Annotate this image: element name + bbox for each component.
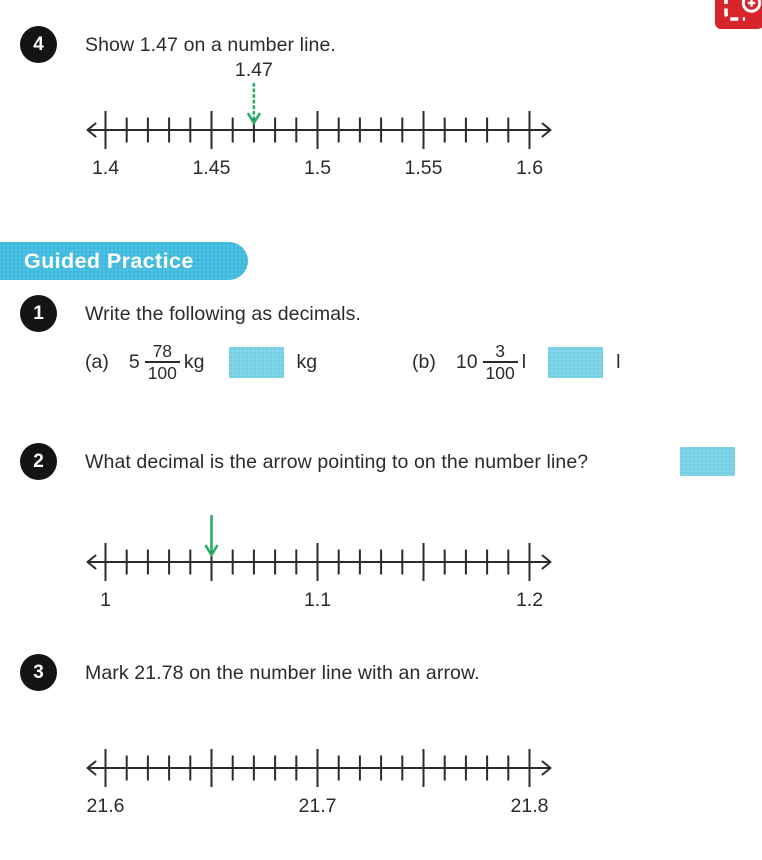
- part-b-label: (b): [412, 350, 436, 373]
- screenshot-zoom-button[interactable]: [715, 0, 762, 29]
- svg-text:1.4: 1.4: [91, 157, 120, 179]
- part-b-fraction: [483, 342, 518, 383]
- part-b-unit: l: [521, 350, 527, 373]
- part-a-whole-number: 5: [128, 350, 140, 373]
- question-4-badge: 4: [20, 26, 57, 63]
- part-a-fraction: [145, 342, 180, 383]
- part-b-answer-unit: l: [616, 350, 621, 373]
- question-3-text: Mark 21.78 on the number line with an arrow.: [85, 662, 480, 684]
- part-a-answer-box[interactable]: [229, 347, 284, 378]
- question-4-text: Show 1.47 on a number line.: [85, 34, 336, 56]
- svg-text:1.45: 1.45: [192, 157, 231, 179]
- question-2-badge: 2: [20, 443, 57, 480]
- svg-text:1: 1: [100, 589, 111, 611]
- svg-text:1.2: 1.2: [515, 589, 544, 611]
- svg-text:21.8: 21.8: [510, 795, 549, 817]
- question-1-part-a: [85, 332, 317, 392]
- svg-text:21.6: 21.6: [86, 795, 125, 817]
- svg-text:1.47: 1.47: [234, 59, 273, 81]
- question-3-badge: 3: [20, 654, 57, 691]
- part-a-denominator: 100: [145, 361, 180, 383]
- number-line-q2: [0, 498, 762, 613]
- part-a-numerator: 78: [152, 340, 173, 361]
- svg-text:1.5: 1.5: [303, 157, 332, 179]
- screenshot-zoom-icon: [715, 0, 762, 29]
- question-2-text: What decimal is the arrow pointing to on the number line?: [85, 451, 589, 473]
- question-1-text: Write the following as decimals.: [85, 303, 361, 325]
- number-line-q4: [0, 58, 762, 183]
- part-a-answer-unit: kg: [296, 350, 318, 373]
- svg-text:1.6: 1.6: [515, 157, 544, 179]
- part-b-whole-number: 10: [455, 350, 478, 373]
- part-b-numerator: 3: [495, 340, 506, 361]
- part-a-unit: kg: [183, 350, 205, 373]
- guided-practice-banner: [0, 242, 248, 280]
- question-2-answer-box[interactable]: [680, 447, 735, 476]
- part-a-label: (a): [85, 350, 109, 373]
- number-line-q3[interactable]: [0, 713, 762, 818]
- guided-practice-label: Guided Practice: [24, 248, 194, 273]
- svg-text:21.7: 21.7: [298, 795, 337, 817]
- question-1-part-b: [412, 332, 620, 392]
- part-b-answer-box[interactable]: [548, 347, 603, 378]
- part-b-denominator: 100: [483, 361, 518, 383]
- svg-text:1.55: 1.55: [404, 157, 443, 179]
- question-1-badge: 1: [20, 295, 57, 332]
- svg-text:1.1: 1.1: [303, 589, 332, 611]
